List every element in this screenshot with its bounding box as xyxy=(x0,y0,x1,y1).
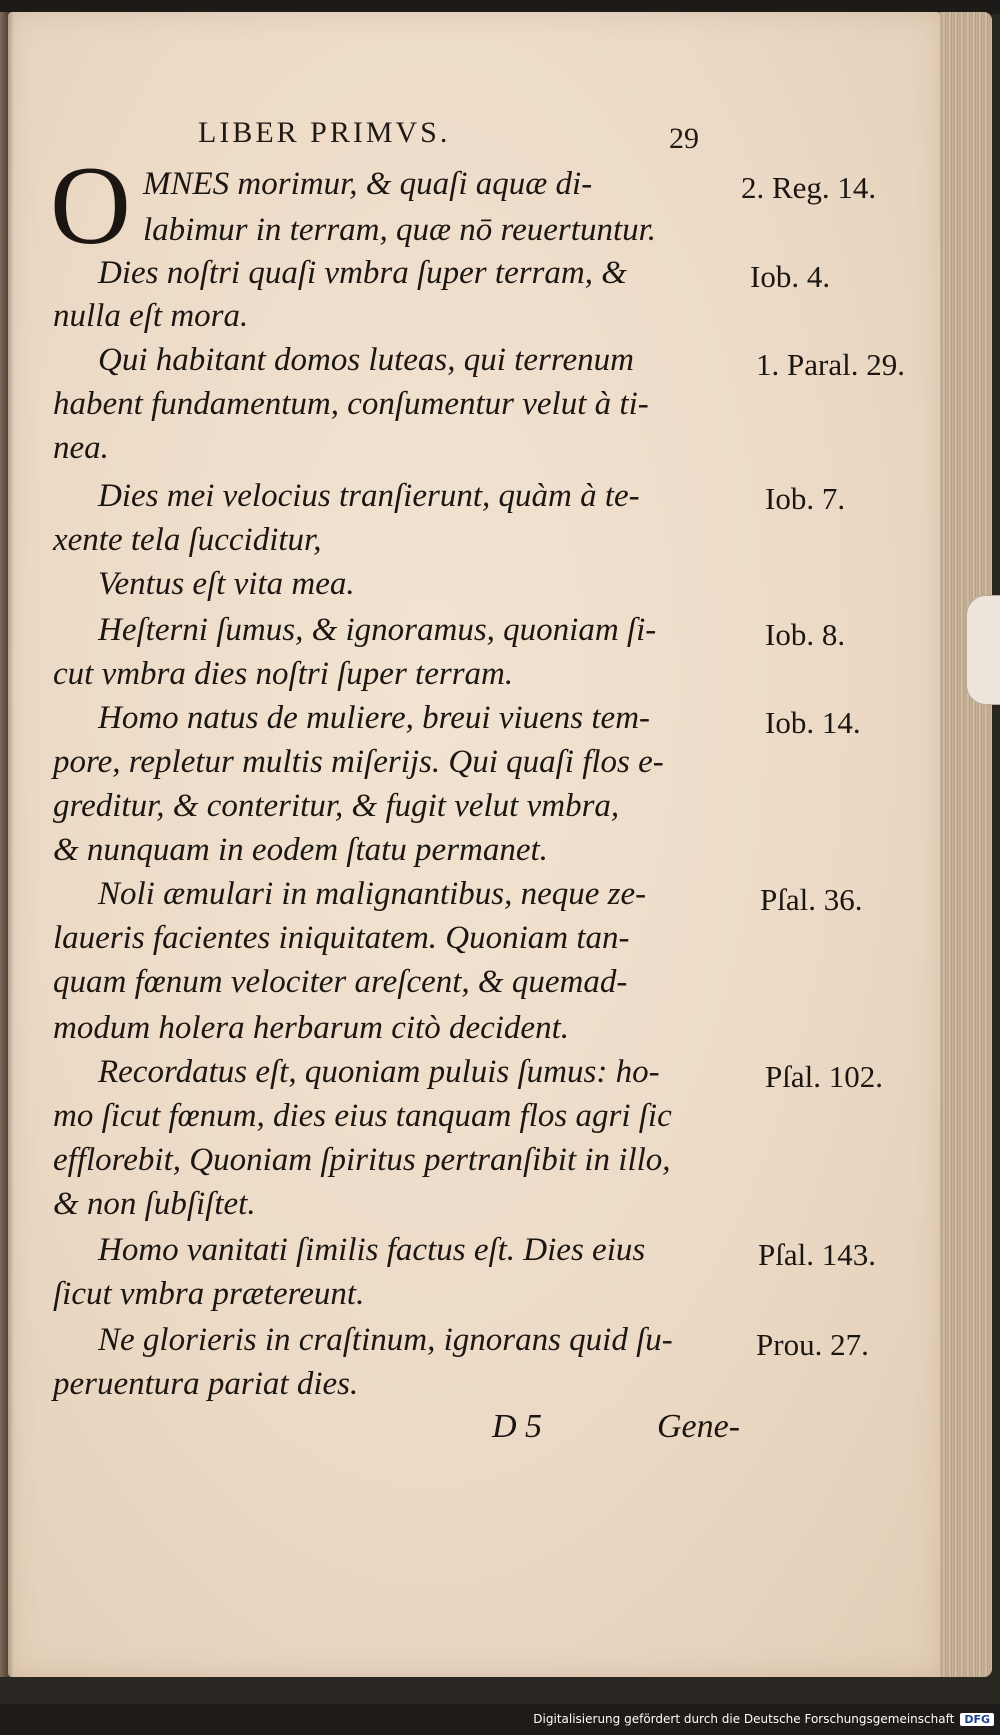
margin-reference: Pſal. 143. xyxy=(758,1237,876,1272)
text-line: Ventus eſt vita mea. xyxy=(98,566,355,602)
margin-reference: 1. Paral. 29. xyxy=(756,347,905,382)
page-tab-marker xyxy=(966,595,1000,705)
text-line: Homo vanitati ſimilis factus eſt. Dies eius xyxy=(98,1232,646,1268)
margin-reference: Pſal. 36. xyxy=(760,882,863,917)
catchword: Gene- xyxy=(657,1408,741,1445)
margin-reference: Prou. 27. xyxy=(756,1327,869,1362)
margin-reference: Iob. 14. xyxy=(765,705,861,740)
margin-reference: Iob. 4. xyxy=(750,259,831,294)
text-line: pore, repletur multis miſerijs. Qui quaſi flos e- xyxy=(53,744,664,780)
text-line: Heſterni ſumus, & ignoramus, quoniam ſi- xyxy=(98,612,657,648)
page-number: 29 xyxy=(669,122,699,155)
page-edges xyxy=(940,12,992,1677)
text-line: efflorebit, Quoniam ſpiritus pertranſibit in illo, xyxy=(53,1142,671,1178)
text-line: MNES morimur, & quaſi aquæ di- xyxy=(143,166,593,202)
text-line: cut vmbra dies noſtri ſuper terram. xyxy=(53,656,514,692)
text-line: ſicut vmbra prætereunt. xyxy=(53,1276,365,1312)
signature-mark: D 5 xyxy=(492,1408,543,1445)
text-line: modum holera herbarum citò decident. xyxy=(53,1010,569,1046)
drop-cap: O xyxy=(50,144,131,268)
text-line: mo ſicut fœnum, dies eius tanquam flos agri ſic xyxy=(53,1098,672,1134)
text-line: Recordatus eſt, quoniam puluis ſumus: ho- xyxy=(98,1054,660,1090)
text-line: peruentura pariat dies. xyxy=(53,1366,359,1402)
text-line: xente tela ſucciditur, xyxy=(53,522,322,558)
gutter-shadow xyxy=(0,12,14,1677)
text-line: Noli æmulari in malignantibus, neque ze- xyxy=(98,876,647,912)
text-line: greditur, & conteritur, & fugit velut vmbra, xyxy=(53,788,620,824)
text-line: & non ſubſiſtet. xyxy=(53,1186,256,1222)
dfg-logo: DFG xyxy=(960,1713,994,1726)
text-line: Qui habitant domos luteas, qui terrenum xyxy=(98,342,634,378)
text-line: labimur in terram, quæ nō reuertuntur. xyxy=(143,212,657,248)
credit-text: Digitalisierung gefördert durch die Deutsche Forschungsgemeinschaft xyxy=(533,1712,955,1726)
text-line: Dies noſtri quaſi vmbra ſuper terram, & xyxy=(98,255,627,291)
running-head: LIBER PRIMVS. xyxy=(198,116,451,149)
text-line: nulla eſt mora. xyxy=(53,298,249,334)
margin-reference: 2. Reg. 14. xyxy=(741,170,877,205)
margin-reference: Iob. 7. xyxy=(765,481,846,516)
text-line: nea. xyxy=(53,430,109,466)
text-line: habent fundamentum, conſumentur velut à ti- xyxy=(53,386,649,422)
text-line: quam fœnum velociter areſcent, & quemad- xyxy=(53,964,628,1000)
text-line: & nunquam in eodem ſtatu permanet. xyxy=(53,832,548,868)
text-line: Dies mei velocius tranſierunt, quàm à te- xyxy=(98,478,640,514)
margin-reference: Pſal. 102. xyxy=(765,1059,883,1094)
text-line: Ne glorieris in craſtinum, ignorans quid ſu- xyxy=(98,1322,673,1358)
digitization-credit xyxy=(0,1712,994,1726)
text-line: laueris facientes iniquitatem. Quoniam tan- xyxy=(53,920,630,956)
text-line: Homo natus de muliere, breui viuens tem- xyxy=(98,700,651,736)
margin-reference: Iob. 8. xyxy=(765,617,846,652)
